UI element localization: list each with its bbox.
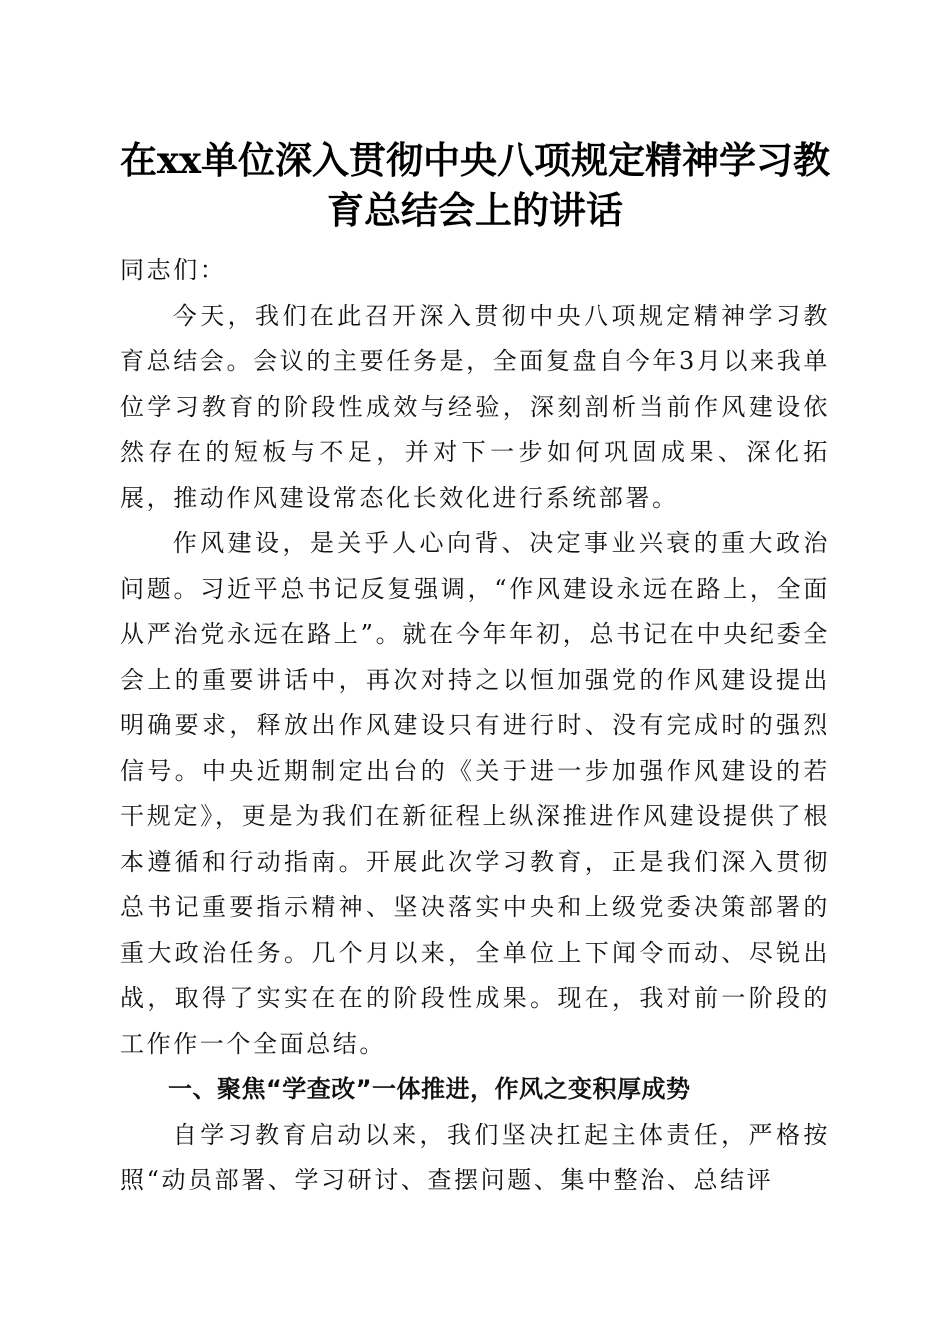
document-title bbox=[100, 135, 850, 235]
paragraph-1: 今天，我们在此召开深入贯彻中央八项规定精神学习教育总结会。会议的主要任务是，全面复盘自今年3月以来我单位学习教育的阶段性成效与经验，深刻剖析当前作风建设依然存在的短板与不足，并对下一步如何巩固成果、深化拓展，推动作风建设常态化长效化进行系统部署。 bbox=[120, 301, 830, 512]
salutation: 同志们： bbox=[120, 256, 227, 284]
title-line-2: 育总结会上的讲话 bbox=[327, 188, 623, 232]
section-heading-1: 一、聚焦“学查改”一体推进，作风之变积厚成势 bbox=[168, 1075, 691, 1103]
title-line-1: 在xx单位深入贯彻中央八项规定精神学习教 bbox=[119, 138, 831, 182]
document-body bbox=[120, 248, 830, 1204]
paragraph-3: 自学习教育启动以来，我们坚决扛起主体责任，严格按照“动员部署、学习研讨、查摆问题、集中整治、总结评 bbox=[120, 1120, 830, 1194]
paragraph-2: 作风建设，是关乎人心向背、决定事业兴衰的重大政治问题。习近平总书记反复强调，“作风建设永远在路上，全面从严治党永远在路上”。就在今年年初，总书记在中央纪委全会上的重要讲话中，再次对持之以恒加强党的作风建设提出明确要求，释放出作风建设只有进行时、没有完成时的强烈信号。中央近期制定出台的《关于进一步加强作风建设的若干规定》，更是为我们在新征程上纵深推进作风建设提供了根本遵循和行动指南。开展此次学习教育，正是我们深入贯彻总书记重要指示精神、坚决落实中央和上级党委决策部署的重大政治任务。几个月以来，全单位上下闻令而动、尽锐出战，取得了实实在在的阶段性成果。现在，我对前一阶段的工作作一个全面总结。 bbox=[120, 529, 830, 1058]
